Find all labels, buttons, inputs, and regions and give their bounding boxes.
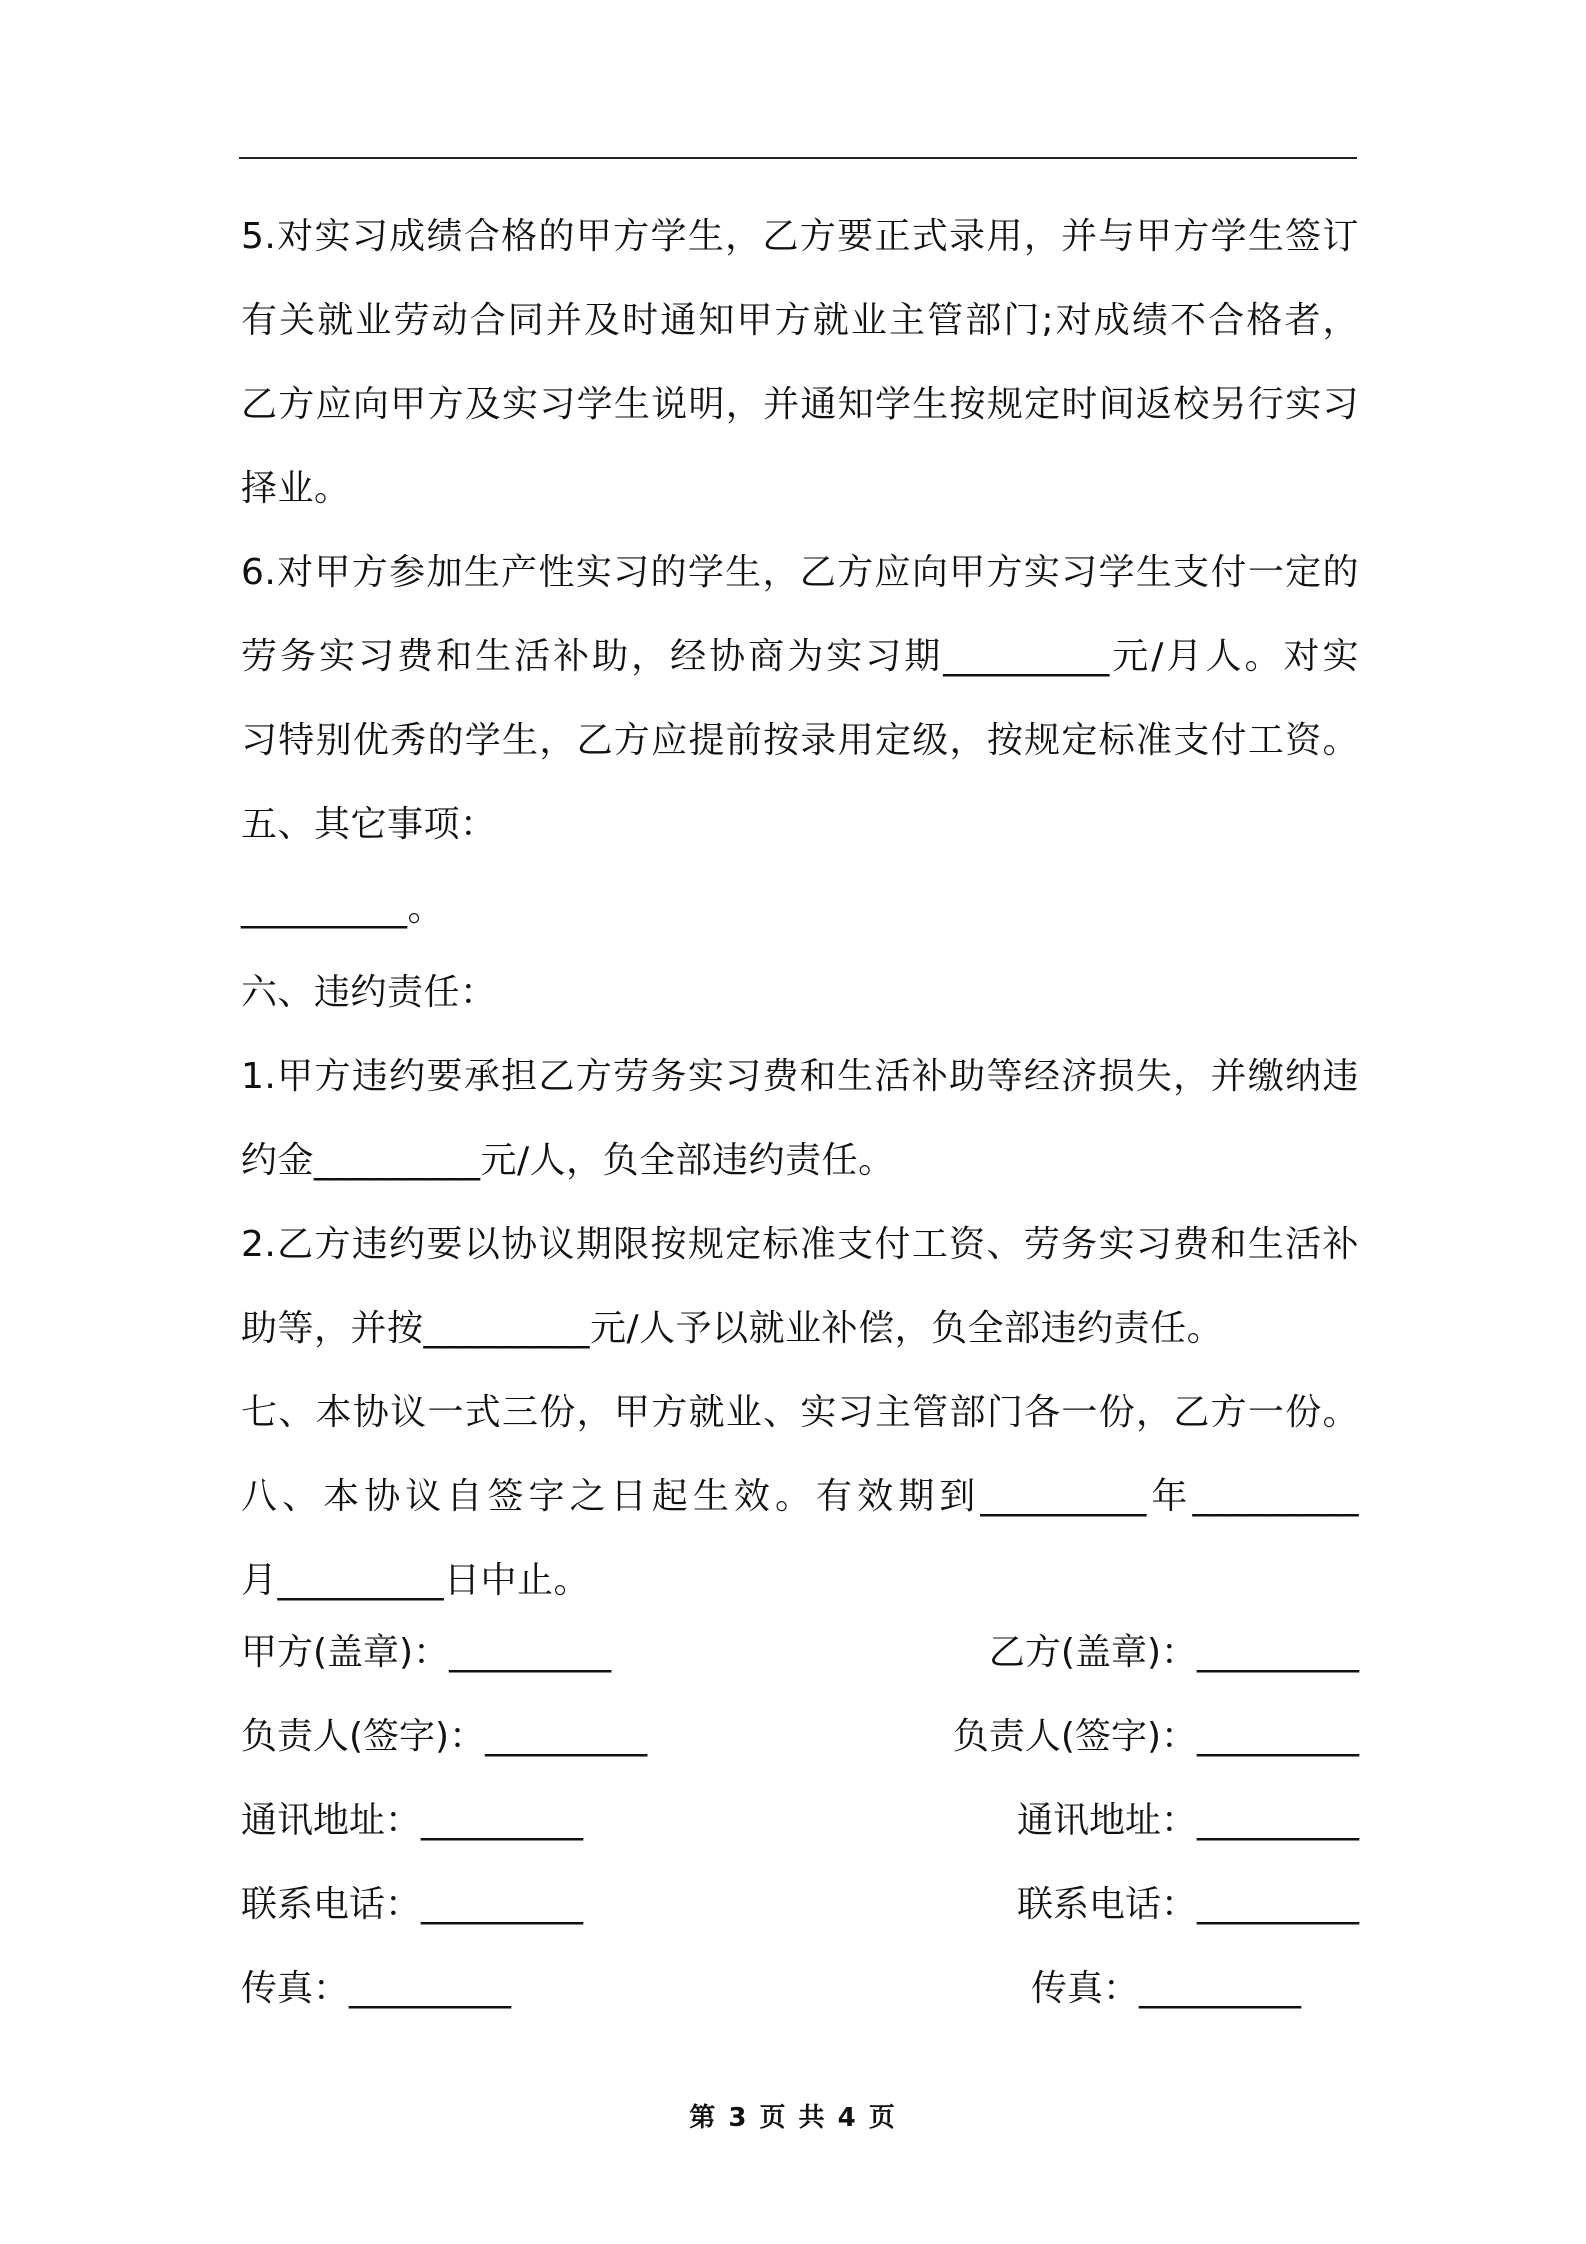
party-a-responsible: 负责人(签字)：_________: [241, 1716, 648, 1757]
agreement-body: [241, 195, 1359, 1623]
signature-row-responsible: [241, 1695, 1359, 1779]
signature-row-address: [241, 1779, 1359, 1863]
signature-block: [241, 1611, 1359, 2031]
party-b-phone: 联系电话：_________: [1016, 1884, 1359, 1925]
clause-5-line-3: 乙方应向甲方及实习学生说明，并通知学生按规定时间返校另行实习: [241, 384, 1359, 425]
signature-row-fax: [241, 1947, 1359, 2031]
clause-6-line-3: 习特别优秀的学生，乙方应提前按录用定级，按规定标准支付工资。: [241, 720, 1359, 761]
header-rule: [239, 157, 1357, 159]
page-number-footer: 第 3 页 共 4 页: [689, 2103, 897, 2133]
clause-6-line-2: 劳务实习费和生活补助，经协商为实习期_________元/月人。对实: [241, 636, 1359, 677]
liability-2-line-1: 2.乙方违约要以协议期限按规定标准支付工资、劳务实习费和生活补: [241, 1224, 1359, 1265]
liability-2-line-2: 助等，并按_________元/人予以就业补偿，负全部违约责任。: [241, 1308, 1224, 1349]
party-b-address: 通讯地址：_________: [1016, 1800, 1359, 1841]
section-7: 七、本协议一式三份，甲方就业、实习主管部门各一份，乙方一份。: [241, 1392, 1359, 1433]
party-a-phone: 联系电话：_________: [241, 1884, 584, 1925]
party-b-fax: 传真：_________: [1030, 1968, 1301, 2009]
party-b-seal: 乙方(盖章)：_________: [988, 1632, 1359, 1673]
signature-row-seal: [241, 1611, 1359, 1695]
section-6-heading: 六、违约责任：: [241, 972, 497, 1013]
section-5-heading: 五、其它事项：: [241, 804, 497, 845]
party-b-responsible: 负责人(签字)：_________: [952, 1716, 1359, 1757]
liability-1-line-1: 1.甲方违约要承担乙方劳务实习费和生活补助等经济损失，并缴纳违: [241, 1056, 1359, 1097]
clause-5-line-1: 5.对实习成绩合格的甲方学生，乙方要正式录用，并与甲方学生签订: [241, 216, 1359, 257]
section-5-blank: _________。: [241, 888, 445, 929]
signature-row-phone: [241, 1863, 1359, 1947]
section-8-line-2: 月_________日中止。: [241, 1560, 591, 1601]
party-a-seal: 甲方(盖章)：_________: [241, 1632, 612, 1673]
liability-1-line-2: 约金_________元/人，负全部违约责任。: [241, 1140, 895, 1181]
party-a-address: 通讯地址：_________: [241, 1800, 584, 1841]
clause-5-line-2: 有关就业劳动合同并及时通知甲方就业主管部门;对成绩不合格者，: [241, 300, 1359, 341]
clause-6-line-1: 6.对甲方参加生产性实习的学生，乙方应向甲方实习学生支付一定的: [241, 552, 1359, 593]
section-8-line-1: 八、本协议自签字之日起生效。有效期到_________年_________: [241, 1476, 1359, 1517]
party-a-fax: 传真：_________: [241, 1968, 512, 2009]
clause-5-line-4: 择业。: [241, 468, 351, 509]
